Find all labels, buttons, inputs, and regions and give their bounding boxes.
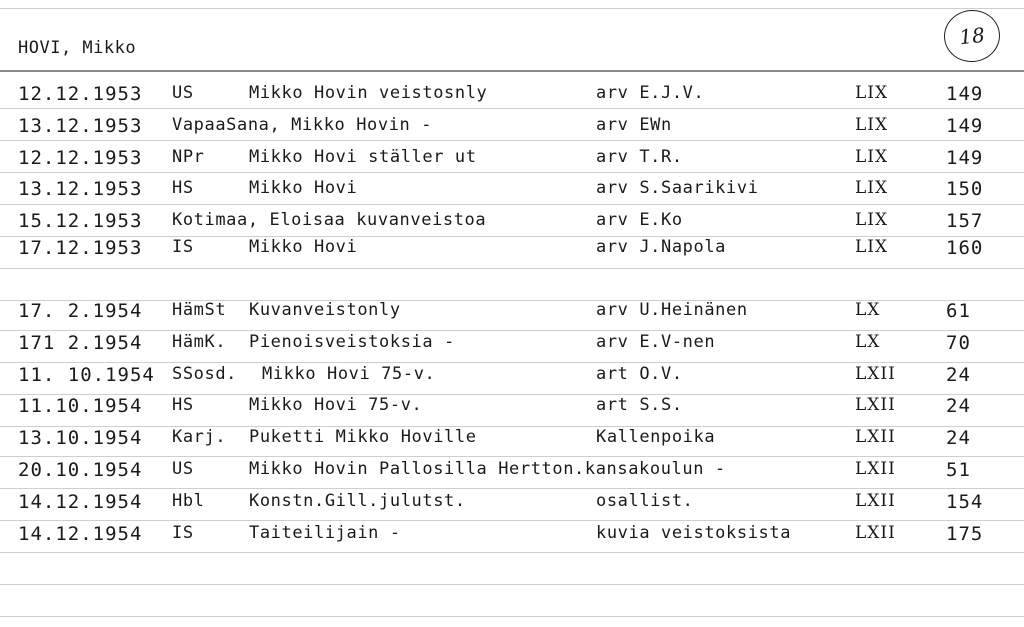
entry-row (0, 395, 1024, 423)
entry-date: 17. 2.1954 (18, 300, 143, 322)
entry-volume: LX (855, 332, 881, 352)
entry-source: Kotimaa, Eloisaa kuvanveistoa (172, 210, 487, 230)
entry-row (0, 300, 1024, 328)
entry-source: VapaaSana, Mikko Hovin - (172, 115, 433, 135)
entry-source: IS (172, 237, 194, 257)
entry-page: 149 (946, 83, 984, 105)
ruled-line (0, 268, 1024, 269)
entry-volume: LIX (855, 178, 889, 198)
ruled-line (0, 488, 1024, 489)
entry-page: 24 (946, 364, 971, 386)
entry-row (0, 147, 1024, 175)
entry-row (0, 459, 1024, 487)
entry-title: Mikko Hovin veistosnly (249, 83, 488, 103)
entry-volume: LXII (855, 523, 896, 543)
entry-author: arv S.Saarikivi (596, 178, 759, 198)
entry-source: Hbl (172, 491, 205, 511)
ruled-line (0, 8, 1024, 9)
entry-volume: LIX (855, 210, 889, 230)
entry-author: arv E.J.V. (596, 83, 705, 103)
entry-author: kuvia veistoksista (596, 523, 792, 543)
entry-author: arv E.Ko (596, 210, 683, 230)
header-divider (0, 70, 1024, 72)
entry-author: arv U.Heinänen (596, 300, 748, 320)
entry-source: SSosd. (172, 364, 238, 384)
entry-date: 11. 10.1954 (18, 364, 155, 386)
entry-page: 157 (946, 210, 984, 232)
ruled-line (0, 330, 1024, 331)
entry-row (0, 332, 1024, 360)
entry-author: Kallenpoika (596, 427, 716, 447)
entry-date: 15.12.1953 (18, 210, 143, 232)
entry-page: 24 (946, 395, 971, 417)
entry-date: 12.12.1953 (18, 147, 143, 169)
entry-volume: LIX (855, 115, 889, 135)
entry-row (0, 491, 1024, 519)
entry-volume: LXII (855, 395, 896, 415)
entry-volume: LXII (855, 364, 896, 384)
entry-volume: LX (855, 300, 881, 320)
entry-title: Taiteilijain - (249, 523, 401, 543)
entry-source: HS (172, 395, 194, 415)
card-heading-name: HOVI, Mikko (18, 38, 137, 58)
entry-row (0, 427, 1024, 455)
entry-source: HämK. (172, 332, 227, 352)
entry-volume: LIX (855, 237, 889, 257)
entry-page: 175 (946, 523, 984, 545)
entry-date: 13.12.1953 (18, 115, 143, 137)
entry-author: art S.S. (596, 395, 683, 415)
ruled-line (0, 616, 1024, 617)
entry-page: 61 (946, 300, 971, 322)
ruled-line (0, 362, 1024, 363)
entry-title: Puketti Mikko Hoville (249, 427, 477, 447)
entry-date: 13.12.1953 (18, 178, 143, 200)
entry-title: Kuvanveistonly (249, 300, 401, 320)
entry-page: 70 (946, 332, 971, 354)
entry-volume: LXII (855, 427, 896, 447)
entry-title: Mikko Hovi 75-v. (249, 395, 423, 415)
entry-source: HS (172, 178, 194, 198)
entry-volume: LXII (855, 459, 896, 479)
entry-title: Mikko Hovi (249, 237, 358, 257)
entry-volume: LIX (855, 147, 889, 167)
entry-title: Mikko Hovi ställer ut (249, 147, 477, 167)
entry-row (0, 237, 1024, 265)
entry-page: 149 (946, 115, 984, 137)
ruled-line (0, 584, 1024, 585)
entry-title: Mikko Hovi (249, 178, 358, 198)
entry-author: arv J.Napola (596, 237, 727, 257)
entry-page: 150 (946, 178, 984, 200)
entry-title: Konstn.Gill.julutst. (249, 491, 466, 511)
entry-volume: LXII (855, 491, 896, 511)
entry-row (0, 364, 1024, 392)
entry-author: osallist. (596, 491, 694, 511)
entry-source: US (172, 83, 194, 103)
entry-row (0, 210, 1024, 238)
entry-title: Mikko Hovi 75-v. (262, 364, 436, 384)
entry-date: 13.10.1954 (18, 427, 143, 449)
entry-date: 17.12.1953 (18, 237, 143, 259)
card-number-circle (941, 7, 1002, 65)
entry-page: 51 (946, 459, 971, 481)
entry-page: 160 (946, 237, 984, 259)
entry-author: arv E.V-nen (596, 332, 716, 352)
entry-date: 12.12.1953 (18, 83, 143, 105)
entry-author: arv EWn (596, 115, 672, 135)
ruled-line (0, 552, 1024, 553)
ruled-line (0, 520, 1024, 521)
entry-page: 149 (946, 147, 984, 169)
entry-date: 14.12.1954 (18, 523, 143, 545)
entry-row (0, 115, 1024, 143)
ruled-line (0, 456, 1024, 457)
entry-date: 171 2.1954 (18, 332, 143, 354)
entry-source: HämSt (172, 300, 227, 320)
entry-page: 24 (946, 427, 971, 449)
entry-date: 20.10.1954 (18, 459, 143, 481)
entry-author: art O.V. (596, 364, 683, 384)
entry-author: arv T.R. (596, 147, 683, 167)
entry-source: Karj. (172, 427, 227, 447)
entry-row (0, 83, 1024, 111)
card-number: 18 (958, 22, 986, 50)
entry-source: NPr (172, 147, 205, 167)
entry-source: US (172, 459, 194, 479)
entry-source: IS (172, 523, 194, 543)
entry-row (0, 523, 1024, 551)
entry-row (0, 178, 1024, 206)
entry-title: Mikko Hovin Pallosilla Hertton.kansakoulun - (249, 459, 726, 479)
entry-volume: LIX (855, 83, 889, 103)
entry-date: 14.12.1954 (18, 491, 143, 513)
entry-date: 11.10.1954 (18, 395, 143, 417)
entry-page: 154 (946, 491, 984, 513)
entry-title: Pienoisveistoksia - (249, 332, 455, 352)
